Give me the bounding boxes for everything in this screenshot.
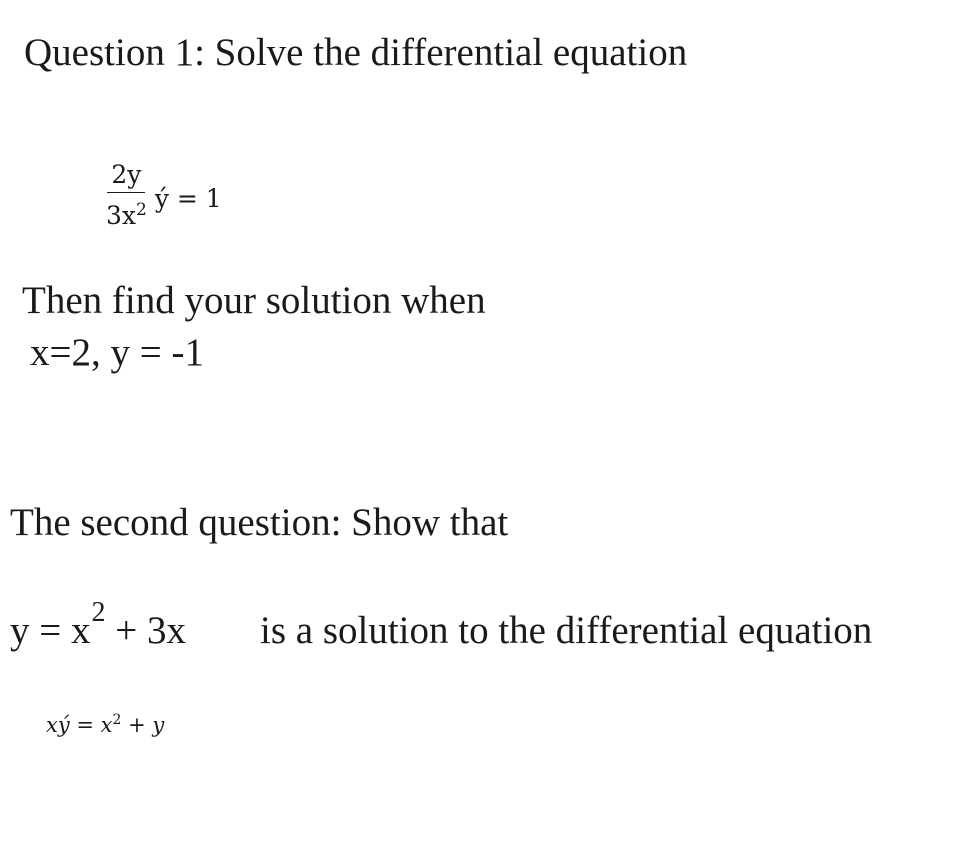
expression-exponent: 2 — [91, 597, 106, 628]
denominator-exponent: 2 — [136, 200, 147, 220]
equation-2-exponent: 2 — [112, 712, 122, 728]
equation-2-rhs: + y — [121, 713, 165, 737]
question-2-statement: is a solution to the differential equation — [260, 609, 873, 652]
question-1-title: Question 1: Solve the differential equation — [24, 31, 688, 74]
expression-rhs: + 3x — [105, 609, 186, 652]
expression-lhs: y = x — [10, 609, 91, 652]
fraction-numerator: 2y — [107, 160, 145, 193]
initial-condition: x=2, y = -1 — [30, 331, 204, 374]
follow-up-text: Then find your solution when — [22, 279, 486, 322]
denominator-base: 3x — [106, 201, 137, 230]
equation-2-lhs: xý = x — [46, 713, 113, 737]
equation-rhs: ý = 1 — [154, 184, 222, 213]
question-1-equation — [102, 160, 222, 231]
question-2-title: The second question: Show that — [10, 501, 509, 544]
question-2-equation — [46, 712, 164, 737]
question-2-expression — [10, 597, 186, 653]
equation-fraction — [102, 160, 151, 231]
fraction-denominator — [102, 193, 151, 231]
